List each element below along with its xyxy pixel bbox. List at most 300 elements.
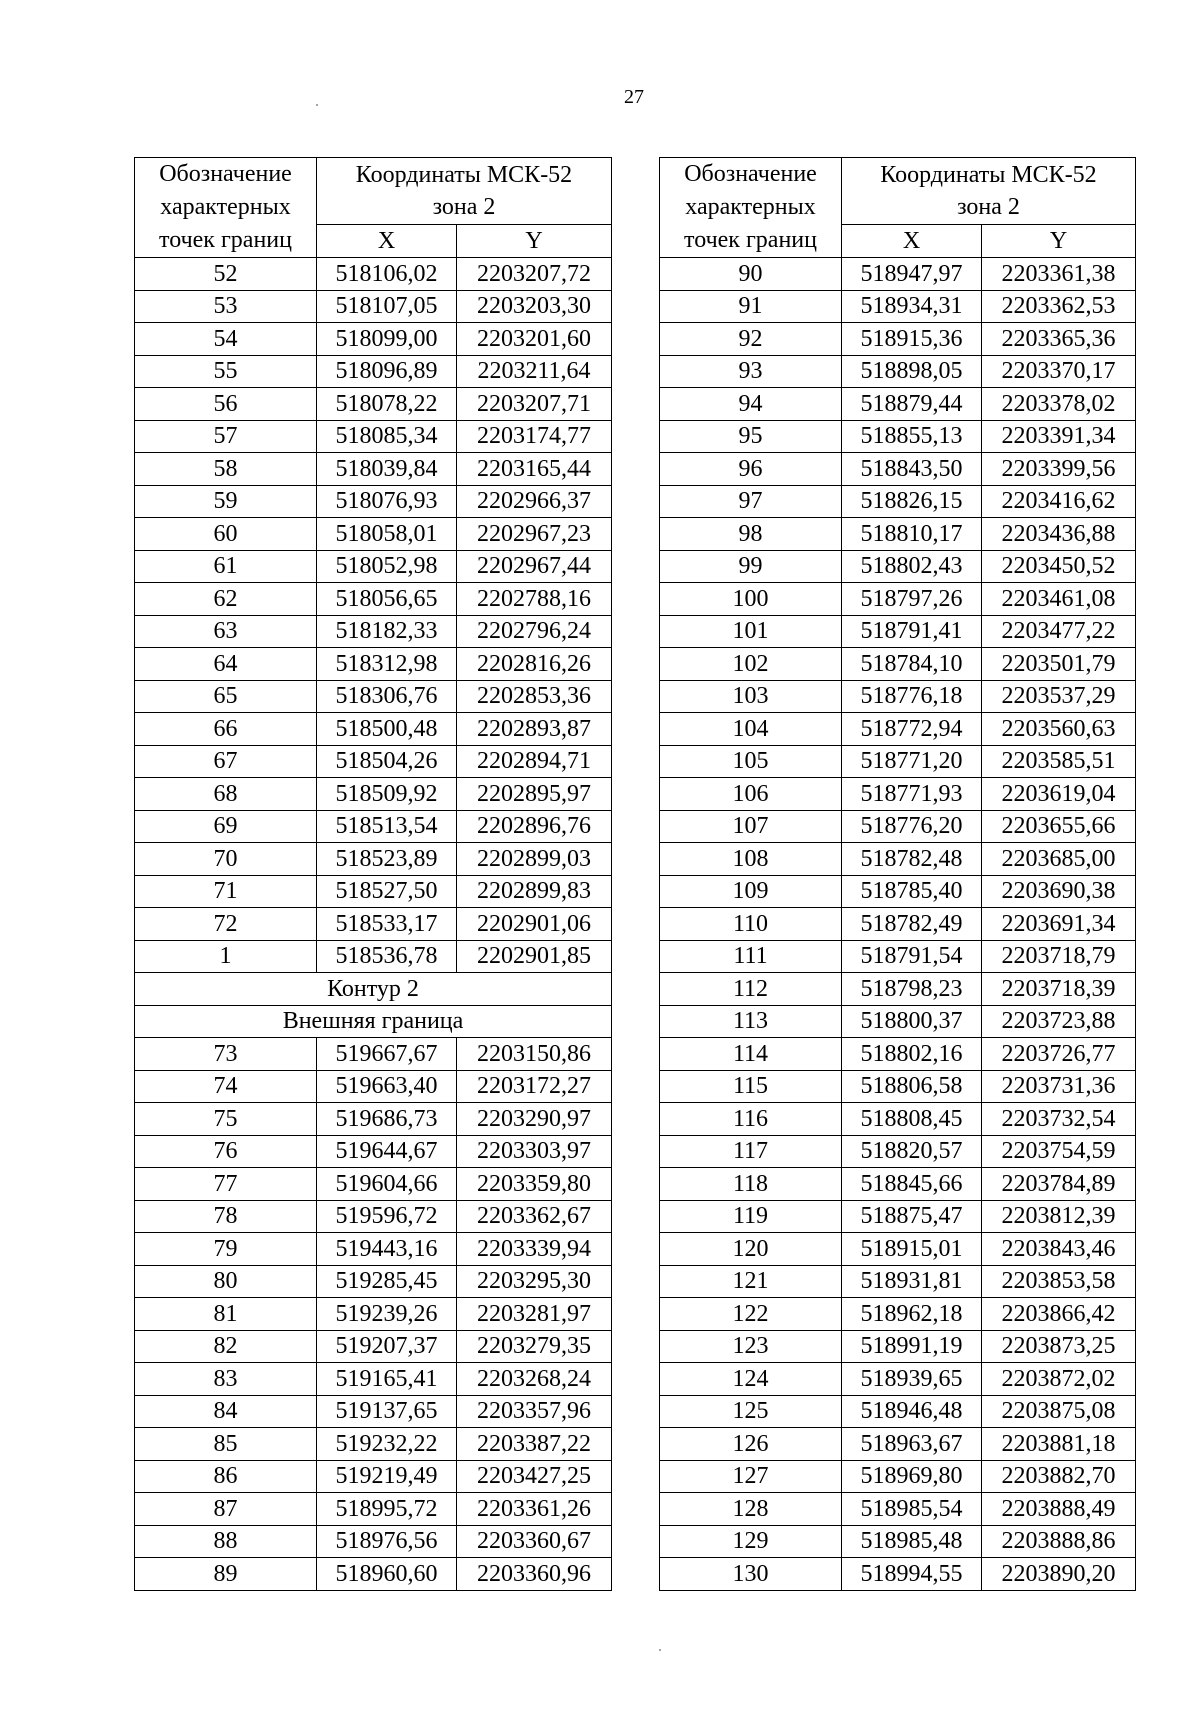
y-cell: 2203450,52 xyxy=(982,550,1136,583)
table-row xyxy=(660,258,1136,291)
table-row xyxy=(660,550,1136,583)
x-cell: 518791,54 xyxy=(842,940,982,973)
point-cell: 103 xyxy=(660,680,842,713)
point-cell: 54 xyxy=(135,323,317,356)
x-cell: 518058,01 xyxy=(317,518,457,551)
table-row xyxy=(660,1200,1136,1233)
y-cell: 2203732,54 xyxy=(982,1103,1136,1136)
table-row xyxy=(135,908,612,941)
point-cell: 104 xyxy=(660,713,842,746)
point-cell: 65 xyxy=(135,680,317,713)
x-cell: 518513,54 xyxy=(317,810,457,843)
x-cell: 518527,50 xyxy=(317,875,457,908)
table-row xyxy=(660,1460,1136,1493)
y-cell: 2203888,49 xyxy=(982,1493,1136,1526)
header-coordinates: Координаты МСК-52 зона 2 xyxy=(317,158,612,225)
point-cell: 85 xyxy=(135,1428,317,1461)
x-cell: 518182,33 xyxy=(317,615,457,648)
y-cell: 2203690,38 xyxy=(982,875,1136,908)
x-cell: 518985,54 xyxy=(842,1493,982,1526)
y-cell: 2203853,58 xyxy=(982,1265,1136,1298)
point-cell: 88 xyxy=(135,1525,317,1558)
table-row xyxy=(660,388,1136,421)
y-cell: 2203361,38 xyxy=(982,258,1136,291)
y-cell: 2203279,35 xyxy=(457,1330,612,1363)
table-row xyxy=(135,550,612,583)
point-cell: 56 xyxy=(135,388,317,421)
point-cell: 123 xyxy=(660,1330,842,1363)
x-cell: 518939,65 xyxy=(842,1363,982,1396)
x-cell: 519207,37 xyxy=(317,1330,457,1363)
y-cell: 2202967,23 xyxy=(457,518,612,551)
table-row xyxy=(135,1038,612,1071)
point-cell: 62 xyxy=(135,583,317,616)
x-cell: 518810,17 xyxy=(842,518,982,551)
table-row xyxy=(135,583,612,616)
y-cell: 2203881,18 xyxy=(982,1428,1136,1461)
table-row xyxy=(660,713,1136,746)
y-cell: 2203477,22 xyxy=(982,615,1136,648)
point-cell: 63 xyxy=(135,615,317,648)
y-cell: 2202893,87 xyxy=(457,713,612,746)
table-row xyxy=(660,518,1136,551)
x-cell: 518771,20 xyxy=(842,745,982,778)
point-cell: 93 xyxy=(660,355,842,388)
point-cell: 121 xyxy=(660,1265,842,1298)
point-cell: 127 xyxy=(660,1460,842,1493)
point-cell: 125 xyxy=(660,1395,842,1428)
y-cell: 2203726,77 xyxy=(982,1038,1136,1071)
x-cell: 518782,49 xyxy=(842,908,982,941)
x-cell: 518947,97 xyxy=(842,258,982,291)
section-row xyxy=(135,973,612,1006)
point-cell: 73 xyxy=(135,1038,317,1071)
y-cell: 2203890,20 xyxy=(982,1558,1136,1591)
y-cell: 2203875,08 xyxy=(982,1395,1136,1428)
y-cell: 2203812,39 xyxy=(982,1200,1136,1233)
x-cell: 518085,34 xyxy=(317,420,457,453)
x-cell: 518056,65 xyxy=(317,583,457,616)
y-cell: 2203882,70 xyxy=(982,1460,1136,1493)
table-row xyxy=(660,745,1136,778)
x-cell: 519604,66 xyxy=(317,1168,457,1201)
x-cell: 518052,98 xyxy=(317,550,457,583)
x-cell: 518791,41 xyxy=(842,615,982,648)
table-row xyxy=(660,1070,1136,1103)
y-cell: 2203685,00 xyxy=(982,843,1136,876)
x-cell: 518969,80 xyxy=(842,1460,982,1493)
table-row xyxy=(660,453,1136,486)
point-cell: 130 xyxy=(660,1558,842,1591)
point-cell: 113 xyxy=(660,1005,842,1038)
point-cell: 128 xyxy=(660,1493,842,1526)
y-cell: 2203416,62 xyxy=(982,485,1136,518)
x-cell: 519219,49 xyxy=(317,1460,457,1493)
table-row xyxy=(660,323,1136,356)
table-row xyxy=(135,1428,612,1461)
point-cell: 74 xyxy=(135,1070,317,1103)
table-row xyxy=(135,1363,612,1396)
table-row xyxy=(660,355,1136,388)
x-cell: 518962,18 xyxy=(842,1298,982,1331)
point-cell: 115 xyxy=(660,1070,842,1103)
point-cell: 89 xyxy=(135,1558,317,1591)
table-row xyxy=(660,1168,1136,1201)
y-cell: 2203365,36 xyxy=(982,323,1136,356)
x-cell: 518879,44 xyxy=(842,388,982,421)
y-cell: 2202894,71 xyxy=(457,745,612,778)
y-cell: 2203362,67 xyxy=(457,1200,612,1233)
y-cell: 2203361,26 xyxy=(457,1493,612,1526)
table-row xyxy=(660,485,1136,518)
section-row xyxy=(135,1005,612,1038)
table-row xyxy=(135,1330,612,1363)
point-cell: 59 xyxy=(135,485,317,518)
y-cell: 2202788,16 xyxy=(457,583,612,616)
table-row xyxy=(660,1428,1136,1461)
table-row xyxy=(135,1135,612,1168)
table-row xyxy=(660,1103,1136,1136)
point-cell: 79 xyxy=(135,1233,317,1266)
x-cell: 518976,56 xyxy=(317,1525,457,1558)
table-row xyxy=(660,1265,1136,1298)
table-row xyxy=(135,648,612,681)
point-cell: 53 xyxy=(135,290,317,323)
x-cell: 519667,67 xyxy=(317,1038,457,1071)
point-cell: 122 xyxy=(660,1298,842,1331)
y-cell: 2203585,51 xyxy=(982,745,1136,778)
x-cell: 518802,43 xyxy=(842,550,982,583)
table-row xyxy=(135,1070,612,1103)
table-row xyxy=(135,940,612,973)
table-row xyxy=(660,908,1136,941)
x-cell: 518806,58 xyxy=(842,1070,982,1103)
y-cell: 2203303,97 xyxy=(457,1135,612,1168)
x-cell: 518776,18 xyxy=(842,680,982,713)
table-row xyxy=(135,1558,612,1591)
x-cell: 518995,72 xyxy=(317,1493,457,1526)
point-cell: 117 xyxy=(660,1135,842,1168)
section-label: Контур 2 xyxy=(135,973,612,1006)
y-cell: 2203560,63 xyxy=(982,713,1136,746)
x-cell: 518312,98 xyxy=(317,648,457,681)
table-row xyxy=(660,1493,1136,1526)
table-row xyxy=(660,583,1136,616)
point-cell: 64 xyxy=(135,648,317,681)
point-cell: 119 xyxy=(660,1200,842,1233)
x-cell: 518306,76 xyxy=(317,680,457,713)
y-cell: 2203754,59 xyxy=(982,1135,1136,1168)
point-cell: 83 xyxy=(135,1363,317,1396)
y-cell: 2203391,34 xyxy=(982,420,1136,453)
y-cell: 2202899,83 xyxy=(457,875,612,908)
point-cell: 60 xyxy=(135,518,317,551)
y-cell: 2203150,86 xyxy=(457,1038,612,1071)
y-cell: 2202901,85 xyxy=(457,940,612,973)
point-cell: 58 xyxy=(135,453,317,486)
scan-speck xyxy=(659,1649,661,1651)
point-cell: 78 xyxy=(135,1200,317,1233)
table-row xyxy=(660,875,1136,908)
point-cell: 90 xyxy=(660,258,842,291)
y-cell: 2202901,06 xyxy=(457,908,612,941)
x-cell: 518106,02 xyxy=(317,258,457,291)
point-cell: 98 xyxy=(660,518,842,551)
x-cell: 519232,22 xyxy=(317,1428,457,1461)
point-cell: 129 xyxy=(660,1525,842,1558)
table-row xyxy=(135,258,612,291)
table-row xyxy=(135,1525,612,1558)
y-cell: 2203359,80 xyxy=(457,1168,612,1201)
y-cell: 2203295,30 xyxy=(457,1265,612,1298)
point-cell: 61 xyxy=(135,550,317,583)
y-cell: 2203501,79 xyxy=(982,648,1136,681)
y-cell: 2202966,37 xyxy=(457,485,612,518)
y-cell: 2203427,25 xyxy=(457,1460,612,1493)
x-cell: 518898,05 xyxy=(842,355,982,388)
table-row xyxy=(660,1298,1136,1331)
y-cell: 2203165,44 xyxy=(457,453,612,486)
x-cell: 519686,73 xyxy=(317,1103,457,1136)
y-cell: 2203723,88 xyxy=(982,1005,1136,1038)
x-cell: 518504,26 xyxy=(317,745,457,778)
y-cell: 2203339,94 xyxy=(457,1233,612,1266)
scan-speck xyxy=(316,104,318,106)
table-row xyxy=(660,615,1136,648)
x-cell: 518039,84 xyxy=(317,453,457,486)
table-row xyxy=(660,648,1136,681)
x-cell: 518099,00 xyxy=(317,323,457,356)
section-label: Внешняя граница xyxy=(135,1005,612,1038)
y-cell: 2203461,08 xyxy=(982,583,1136,616)
point-cell: 77 xyxy=(135,1168,317,1201)
table-row xyxy=(135,323,612,356)
y-cell: 2203362,53 xyxy=(982,290,1136,323)
table-row xyxy=(660,420,1136,453)
y-cell: 2203378,02 xyxy=(982,388,1136,421)
y-cell: 2203387,22 xyxy=(457,1428,612,1461)
point-cell: 112 xyxy=(660,973,842,1006)
table-row xyxy=(135,1168,612,1201)
x-cell: 518798,23 xyxy=(842,973,982,1006)
point-cell: 69 xyxy=(135,810,317,843)
point-cell: 97 xyxy=(660,485,842,518)
point-cell: 67 xyxy=(135,745,317,778)
y-cell: 2203655,66 xyxy=(982,810,1136,843)
table-row xyxy=(660,1038,1136,1071)
y-cell: 2202967,44 xyxy=(457,550,612,583)
y-cell: 2203731,36 xyxy=(982,1070,1136,1103)
y-cell: 2202896,76 xyxy=(457,810,612,843)
table-row xyxy=(135,485,612,518)
table-row xyxy=(660,680,1136,713)
table-row xyxy=(135,1200,612,1233)
x-cell: 518096,89 xyxy=(317,355,457,388)
x-cell: 518934,31 xyxy=(842,290,982,323)
y-cell: 2203203,30 xyxy=(457,290,612,323)
x-cell: 518772,94 xyxy=(842,713,982,746)
x-cell: 518078,22 xyxy=(317,388,457,421)
point-cell: 86 xyxy=(135,1460,317,1493)
x-cell: 518875,47 xyxy=(842,1200,982,1233)
x-cell: 518960,60 xyxy=(317,1558,457,1591)
point-cell: 70 xyxy=(135,843,317,876)
header-x: X xyxy=(842,224,982,257)
table-row xyxy=(660,940,1136,973)
header-coordinates: Координаты МСК-52 зона 2 xyxy=(842,158,1136,225)
x-cell: 518994,55 xyxy=(842,1558,982,1591)
x-cell: 519239,26 xyxy=(317,1298,457,1331)
coordinates-table-right xyxy=(659,157,1136,1591)
x-cell: 518843,50 xyxy=(842,453,982,486)
header-point-label: Обозначение характерных точек границ xyxy=(135,158,317,258)
table-row xyxy=(135,1265,612,1298)
point-cell: 76 xyxy=(135,1135,317,1168)
table-row xyxy=(135,615,612,648)
point-cell: 111 xyxy=(660,940,842,973)
point-cell: 87 xyxy=(135,1493,317,1526)
y-cell: 2203436,88 xyxy=(982,518,1136,551)
table-row xyxy=(135,355,612,388)
table-row xyxy=(660,1135,1136,1168)
x-cell: 518107,05 xyxy=(317,290,457,323)
point-cell: 82 xyxy=(135,1330,317,1363)
x-cell: 518820,57 xyxy=(842,1135,982,1168)
point-cell: 81 xyxy=(135,1298,317,1331)
point-cell: 71 xyxy=(135,875,317,908)
point-cell: 66 xyxy=(135,713,317,746)
coordinates-table-left xyxy=(134,157,612,1591)
y-cell: 2203281,97 xyxy=(457,1298,612,1331)
table-row xyxy=(135,453,612,486)
table-row xyxy=(135,680,612,713)
y-cell: 2202796,24 xyxy=(457,615,612,648)
y-cell: 2203718,79 xyxy=(982,940,1136,973)
table-row xyxy=(135,778,612,811)
x-cell: 518771,93 xyxy=(842,778,982,811)
point-cell: 52 xyxy=(135,258,317,291)
y-cell: 2203201,60 xyxy=(457,323,612,356)
y-cell: 2203718,39 xyxy=(982,973,1136,1006)
y-cell: 2202895,97 xyxy=(457,778,612,811)
y-cell: 2203357,96 xyxy=(457,1395,612,1428)
table-row xyxy=(660,1005,1136,1038)
x-cell: 519644,67 xyxy=(317,1135,457,1168)
point-cell: 95 xyxy=(660,420,842,453)
x-cell: 518802,16 xyxy=(842,1038,982,1071)
y-cell: 2203537,29 xyxy=(982,680,1136,713)
table-row xyxy=(660,778,1136,811)
x-cell: 518784,10 xyxy=(842,648,982,681)
table-row xyxy=(135,1103,612,1136)
table-row xyxy=(135,1298,612,1331)
table-row xyxy=(660,1233,1136,1266)
point-cell: 75 xyxy=(135,1103,317,1136)
table-row xyxy=(660,1395,1136,1428)
y-cell: 2203211,64 xyxy=(457,355,612,388)
page-number: 27 xyxy=(624,86,644,108)
x-cell: 518946,48 xyxy=(842,1395,982,1428)
table-row xyxy=(660,810,1136,843)
point-cell: 80 xyxy=(135,1265,317,1298)
y-cell: 2203784,89 xyxy=(982,1168,1136,1201)
table-row xyxy=(135,745,612,778)
point-cell: 1 xyxy=(135,940,317,973)
point-cell: 126 xyxy=(660,1428,842,1461)
point-cell: 72 xyxy=(135,908,317,941)
table-row xyxy=(135,1395,612,1428)
y-cell: 2203619,04 xyxy=(982,778,1136,811)
table-row xyxy=(660,1525,1136,1558)
table-row xyxy=(135,810,612,843)
y-cell: 2203174,77 xyxy=(457,420,612,453)
y-cell: 2203888,86 xyxy=(982,1525,1136,1558)
y-cell: 2203873,25 xyxy=(982,1330,1136,1363)
table-row xyxy=(660,1363,1136,1396)
x-cell: 519443,16 xyxy=(317,1233,457,1266)
table-row xyxy=(135,420,612,453)
point-cell: 92 xyxy=(660,323,842,356)
point-cell: 96 xyxy=(660,453,842,486)
point-cell: 124 xyxy=(660,1363,842,1396)
point-cell: 116 xyxy=(660,1103,842,1136)
table-row xyxy=(660,290,1136,323)
x-cell: 519596,72 xyxy=(317,1200,457,1233)
x-cell: 518826,15 xyxy=(842,485,982,518)
y-cell: 2203691,34 xyxy=(982,908,1136,941)
y-cell: 2202816,26 xyxy=(457,648,612,681)
table-row xyxy=(135,713,612,746)
point-cell: 107 xyxy=(660,810,842,843)
point-cell: 91 xyxy=(660,290,842,323)
point-cell: 101 xyxy=(660,615,842,648)
x-cell: 518855,13 xyxy=(842,420,982,453)
point-cell: 118 xyxy=(660,1168,842,1201)
y-cell: 2203268,24 xyxy=(457,1363,612,1396)
x-cell: 518776,20 xyxy=(842,810,982,843)
table-row xyxy=(135,290,612,323)
x-cell: 518797,26 xyxy=(842,583,982,616)
x-cell: 518931,81 xyxy=(842,1265,982,1298)
x-cell: 518845,66 xyxy=(842,1168,982,1201)
table-row xyxy=(135,1460,612,1493)
y-cell: 2203866,42 xyxy=(982,1298,1136,1331)
table-row xyxy=(135,388,612,421)
x-cell: 518985,48 xyxy=(842,1525,982,1558)
y-cell: 2203872,02 xyxy=(982,1363,1136,1396)
y-cell: 2203370,17 xyxy=(982,355,1136,388)
table-row xyxy=(135,1233,612,1266)
point-cell: 100 xyxy=(660,583,842,616)
point-cell: 102 xyxy=(660,648,842,681)
x-cell: 518533,17 xyxy=(317,908,457,941)
x-cell: 519285,45 xyxy=(317,1265,457,1298)
x-cell: 518915,01 xyxy=(842,1233,982,1266)
table-row xyxy=(135,843,612,876)
x-cell: 519663,40 xyxy=(317,1070,457,1103)
y-cell: 2203290,97 xyxy=(457,1103,612,1136)
y-cell: 2202899,03 xyxy=(457,843,612,876)
point-cell: 109 xyxy=(660,875,842,908)
table-row xyxy=(660,1330,1136,1363)
x-cell: 518076,93 xyxy=(317,485,457,518)
point-cell: 108 xyxy=(660,843,842,876)
y-cell: 2203843,46 xyxy=(982,1233,1136,1266)
table-row xyxy=(135,518,612,551)
point-cell: 120 xyxy=(660,1233,842,1266)
x-cell: 518509,92 xyxy=(317,778,457,811)
y-cell: 2202853,36 xyxy=(457,680,612,713)
